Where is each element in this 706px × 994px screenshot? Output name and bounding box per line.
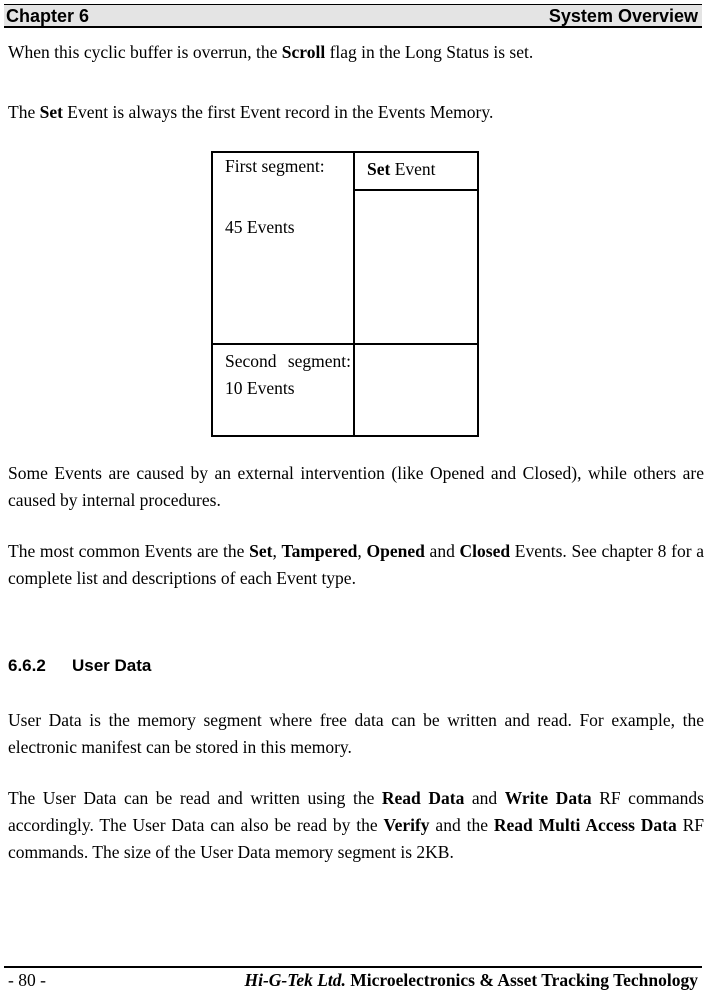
first-segment-label: First segment: [225, 156, 325, 176]
section-title: System Overview [548, 6, 698, 26]
paragraph-buffer-overrun: When this cyclic buffer is overrun, the Scroll flag in the Long Status is set. [8, 42, 534, 62]
set-event-cell: Set Event [367, 159, 436, 179]
first-segment-count: 45 Events [225, 217, 295, 237]
company-tagline: Hi-G-Tek Ltd. Microelectronics & Asset Tracking Technology [244, 970, 698, 990]
second-segment-label: Second segment: 10 Events [225, 351, 351, 398]
page-header [4, 4, 702, 28]
paragraph-user-data-commands: The User Data can be read and written using the Read Data and Write Data RF commands accordingly. The User Data can also be read by the Verify and the Read Multi Access Data RF commands. The size of the User Data memory segment is 2KB. [8, 788, 704, 862]
paragraph-set-event: The Set Event is always the first Event record in the Events Memory. [8, 102, 494, 122]
chapter-label: Chapter 6 [6, 6, 90, 26]
paragraph-event-causes: Some Events are caused by an external intervention (like Opened and Closed), while others are caused by internal procedures. [8, 463, 704, 510]
subsection-heading [8, 654, 151, 678]
subsection-title: User Data [72, 656, 152, 675]
page-number: - 80 - [8, 970, 46, 990]
subsection-number: 6.6.2 [8, 656, 46, 675]
events-memory-table [211, 151, 479, 437]
paragraph-common-events: The most common Events are the Set, Tampered, Opened and Closed Events. See chapter 8 for a complete list and descriptions of each Event type. [8, 541, 705, 588]
paragraph-user-data-intro: User Data is the memory segment where free data can be written and read. For example, the electronic manifest can be stored in this memory. [8, 710, 704, 757]
